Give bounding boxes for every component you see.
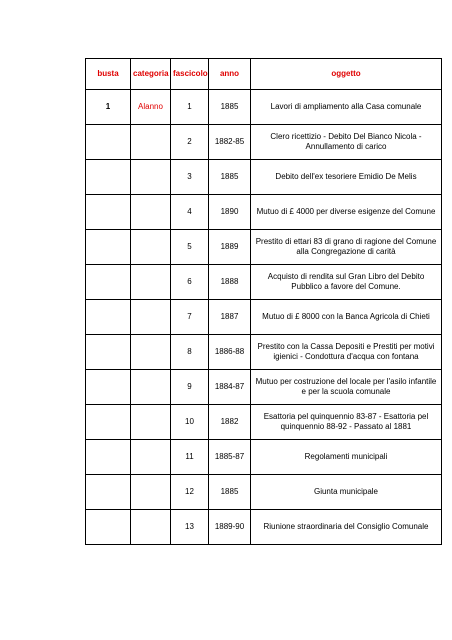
table-row — [86, 475, 442, 510]
cell-anno: 1885 — [209, 90, 251, 125]
cell-fascicolo: 13 — [171, 510, 209, 545]
cell-oggetto: Giunta municipale — [251, 475, 442, 510]
table-row — [86, 335, 442, 370]
table-header-row — [86, 59, 442, 90]
cell-anno: 1882 — [209, 405, 251, 440]
cell-fascicolo: 6 — [171, 265, 209, 300]
cell-busta — [86, 195, 131, 230]
cell-fascicolo: 11 — [171, 440, 209, 475]
cell-fascicolo: 2 — [171, 125, 209, 160]
cell-categoria — [131, 510, 171, 545]
cell-categoria — [131, 370, 171, 405]
cell-busta — [86, 440, 131, 475]
cell-oggetto: Mutuo di £ 8000 con la Banca Agricola di Chieti — [251, 300, 442, 335]
cell-fascicolo: 10 — [171, 405, 209, 440]
cell-oggetto: Lavori di ampliamento alla Casa comunale — [251, 90, 442, 125]
header-fascicolo: fascicolo — [171, 59, 209, 90]
table-row — [86, 125, 442, 160]
cell-busta — [86, 370, 131, 405]
table-row — [86, 510, 442, 545]
table-row — [86, 195, 442, 230]
cell-categoria — [131, 475, 171, 510]
cell-fascicolo: 9 — [171, 370, 209, 405]
cell-oggetto: Clero ricettizio - Debito Del Bianco Nicola - Annullamento di carico — [251, 125, 442, 160]
cell-busta — [86, 125, 131, 160]
table-row — [86, 370, 442, 405]
cell-anno: 1885 — [209, 160, 251, 195]
table-row — [86, 90, 442, 125]
table-row — [86, 160, 442, 195]
cell-busta — [86, 475, 131, 510]
cell-busta — [86, 265, 131, 300]
cell-oggetto: Mutuo di £ 4000 per diverse esigenze del Comune — [251, 195, 442, 230]
cell-categoria — [131, 300, 171, 335]
cell-oggetto: Mutuo per costruzione del locale per l'asilo infantile e per la scuola comunale — [251, 370, 442, 405]
table-row — [86, 300, 442, 335]
cell-categoria: Alanno — [131, 90, 171, 125]
cell-anno: 1885-87 — [209, 440, 251, 475]
cell-oggetto: Acquisto di rendita sul Gran Libro del Debito Pubblico a favore del Comune. — [251, 265, 442, 300]
cell-busta — [86, 160, 131, 195]
cell-anno: 1889-90 — [209, 510, 251, 545]
cell-fascicolo: 1 — [171, 90, 209, 125]
cell-busta — [86, 405, 131, 440]
cell-categoria — [131, 440, 171, 475]
cell-fascicolo: 4 — [171, 195, 209, 230]
cell-fascicolo: 8 — [171, 335, 209, 370]
cell-oggetto: Regolamenti municipali — [251, 440, 442, 475]
table-row — [86, 405, 442, 440]
cell-anno: 1890 — [209, 195, 251, 230]
header-oggetto: oggetto — [251, 59, 442, 90]
cell-categoria — [131, 265, 171, 300]
cell-fascicolo: 5 — [171, 230, 209, 265]
cell-oggetto: Prestito con la Cassa Depositi e Prestiti per motivi igienici - Condottura d'acqua con fontana — [251, 335, 442, 370]
cell-fascicolo: 3 — [171, 160, 209, 195]
cell-busta — [86, 230, 131, 265]
cell-anno: 1884-87 — [209, 370, 251, 405]
cell-oggetto: Riunione straordinaria del Consiglio Comunale — [251, 510, 442, 545]
header-busta: busta — [86, 59, 131, 90]
cell-categoria — [131, 335, 171, 370]
table-row — [86, 230, 442, 265]
cell-categoria — [131, 195, 171, 230]
cell-busta — [86, 335, 131, 370]
cell-anno: 1886-88 — [209, 335, 251, 370]
header-anno: anno — [209, 59, 251, 90]
cell-anno: 1885 — [209, 475, 251, 510]
cell-busta — [86, 300, 131, 335]
cell-oggetto: Esattoria pel quinquennio 83-87 - Esattoria pel quinquennio 88-92 - Passato al 1881 — [251, 405, 442, 440]
cell-fascicolo: 7 — [171, 300, 209, 335]
cell-anno: 1882-85 — [209, 125, 251, 160]
cell-fascicolo: 12 — [171, 475, 209, 510]
cell-busta: 1 — [86, 90, 131, 125]
cell-oggetto: Prestito di ettari 83 di grano di ragione del Comune alla Congregazione di carità — [251, 230, 442, 265]
cell-anno: 1889 — [209, 230, 251, 265]
cell-busta — [86, 510, 131, 545]
cell-categoria — [131, 230, 171, 265]
cell-categoria — [131, 405, 171, 440]
table-row — [86, 440, 442, 475]
cell-categoria — [131, 125, 171, 160]
cell-anno: 1887 — [209, 300, 251, 335]
header-categoria: categoria — [131, 59, 171, 90]
archive-inventory-table — [85, 58, 442, 545]
cell-categoria — [131, 160, 171, 195]
table-row — [86, 265, 442, 300]
cell-oggetto: Debito dell'ex tesoriere Emidio De Melis — [251, 160, 442, 195]
cell-anno: 1888 — [209, 265, 251, 300]
